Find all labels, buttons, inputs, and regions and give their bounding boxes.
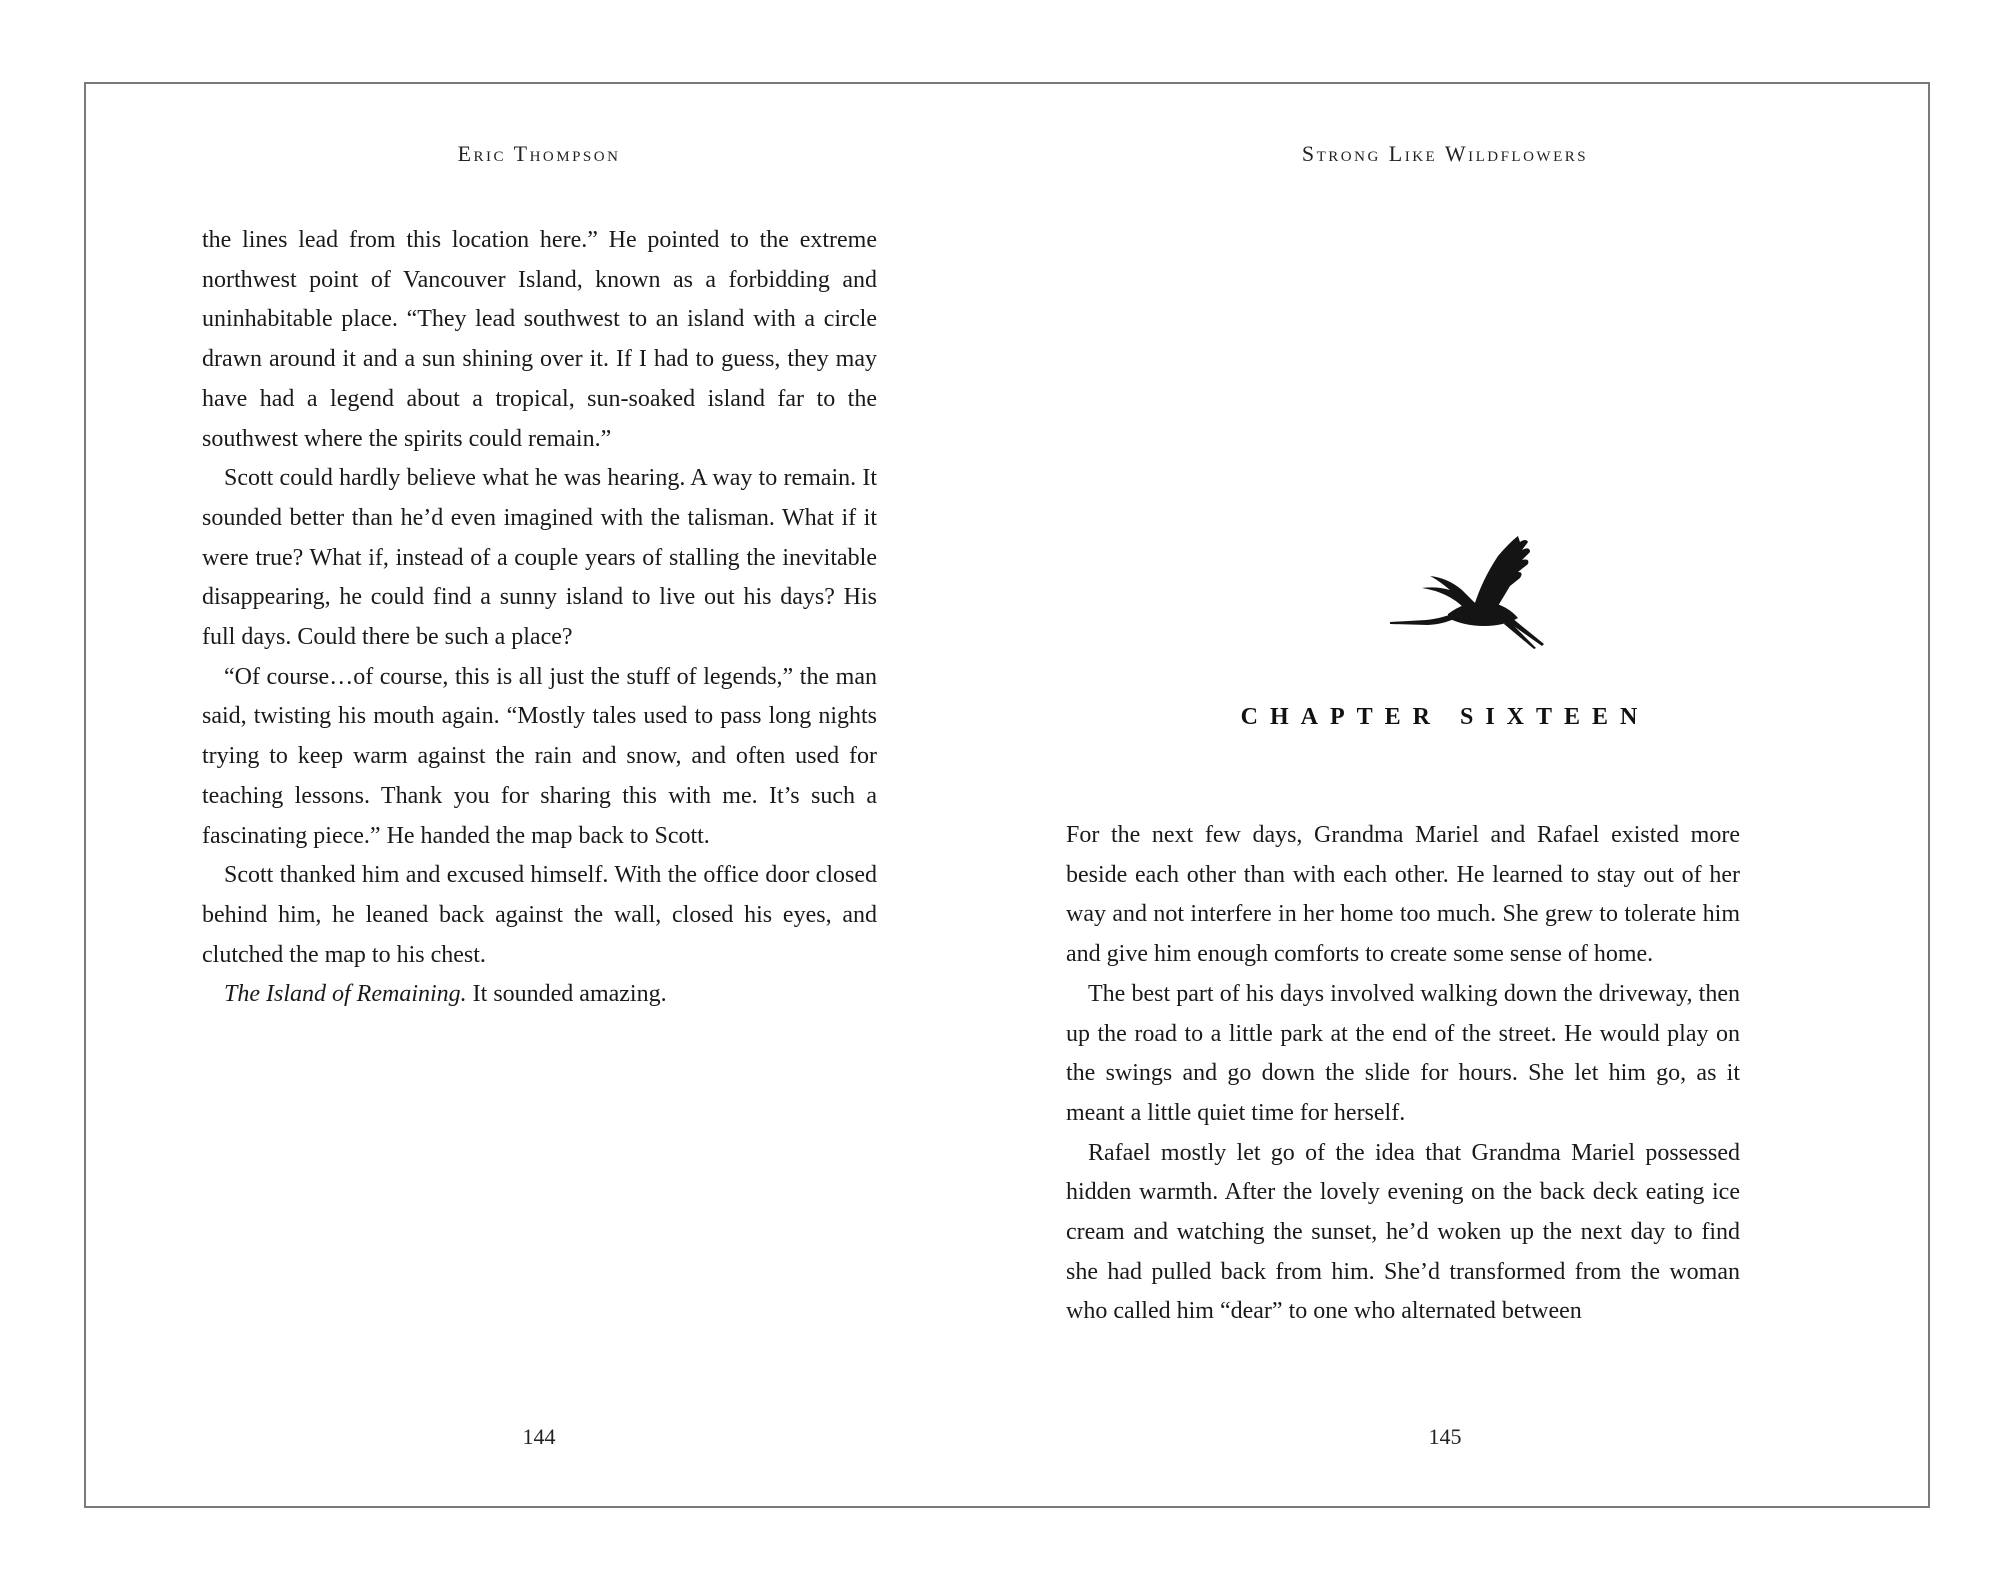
book-spread (84, 82, 1930, 1508)
running-head-title: Strong Like Wildflowers (1301, 141, 1589, 166)
paragraph-text: It sounded amazing. (466, 981, 667, 1008)
paragraph: the lines lead from this location here.” He pointed to the extreme northwest point of Vancouver Island, known as a forbidding and uninhabitable place. “They lead southwest to an island with a circle drawn around it and a sun shining over it. If I had to guess, they may have had a legend about a tropical, sun-soaked island far to the southwest where the spirits could remain.” (202, 227, 877, 452)
italic-phrase: The Island of Remaining. (224, 981, 467, 1008)
paragraph: Rafael mostly let go of the idea that Grandma Mariel possessed hidden warmth. After the lovely evening on the back deck eating ice cream and watching the sunset, he’d woken up the next day to find she had pulled back from him. She’d transformed from the woman who called him “dear” to one who alternated between (1066, 1139, 1740, 1325)
paragraph: “Of course…of course, this is all just the stuff of legends,” the man said, twisting his mouth again. “Mostly tales used to pass long nights trying to keep warm against the rain and snow, and often used for teaching lessons. Thank you for sharing this with me. It’s such a fascinating piece.” He handed the map back to Scott. (202, 663, 877, 849)
paragraph: Scott thanked him and excused himself. With the office door closed behind him, he leaned back against the wall, closed his eyes, and clutched the map to his chest. (202, 862, 877, 968)
page-number: 145 (1428, 1424, 1462, 1449)
left-page (86, 84, 1009, 1506)
paragraph: The best part of his days involved walking down the driveway, then up the road to a little park at the end of the street. He would play on the swings and go down the slide for hours. She let him go, as it meant a little quiet time for herself. (1066, 980, 1740, 1126)
paragraph (202, 975, 877, 1015)
paragraph: For the next few days, Grandma Mariel and Rafael existed more beside each other than with each other. He learned to stay out of her way and not interfere in her home too much. She grew to tolerate him and give him enough comforts to create some sense of home. (1066, 822, 1740, 968)
paragraph: Scott could hardly believe what he was hearing. A way to remain. It sounded better than he’d even imagined with the talisman. What if it were true? What if, instead of a couple years of stalling the inevitable disappearing, he could find a sunny island to live out his days? His full days. Could there be such a place? (202, 465, 877, 651)
running-head-author: Eric Thompson (457, 141, 621, 166)
right-page-body (1066, 816, 1740, 1332)
page-number: 144 (522, 1424, 556, 1449)
flying-crane-icon (1386, 534, 1546, 654)
left-page-body (202, 221, 877, 1015)
right-page (1009, 84, 1932, 1506)
chapter-title: CHAPTER SIXTEEN (1240, 704, 1650, 730)
